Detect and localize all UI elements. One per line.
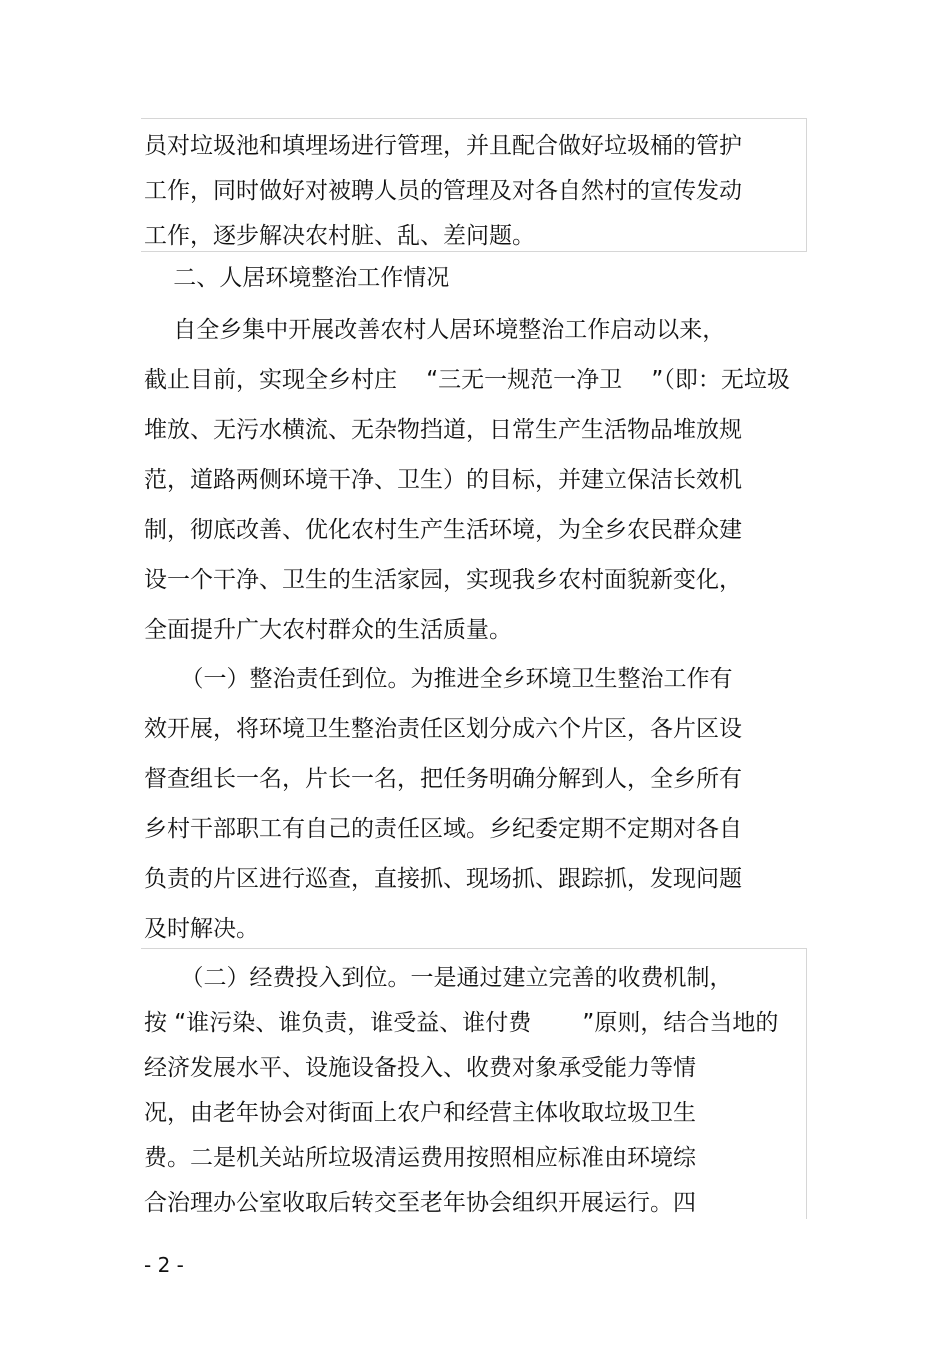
text-line: 乡村干部职工有自己的责任区域。乡纪委定期不定期对各自 <box>144 816 742 842</box>
text-line: 自全乡集中开展改善农村人居环境整治工作启动以来， <box>144 317 726 343</box>
text-line: 堆放、无污水横流、无杂物挡道，日常生产生活物品堆放规 <box>144 417 742 443</box>
text-line: 设一个干净、卫生的生活家园，实现我乡农村面貌新变化， <box>144 567 742 593</box>
text-line: 及时解决。 <box>144 916 259 942</box>
text-line: 工作，同时做好对被聘人员的管理及对各自然村的宣传发动 <box>144 178 742 204</box>
text-line: （二）经费投入到位。一是通过建立完善的收费机制， <box>144 965 733 991</box>
text-line: 负责的片区进行巡查，直接抓、现场抓、跟踪抓，发现问题 <box>144 866 742 892</box>
text-line: 员对垃圾池和填埋场进行管理，并且配合做好垃圾桶的管护 <box>144 133 742 159</box>
text-line: （一）整治责任到位。为推进全乡环境卫生整治工作有 <box>144 666 733 692</box>
text-line: 范，道路两侧环境干净、卫生）的目标，并建立保洁长效机 <box>144 467 742 493</box>
text-line: 按 “谁污染、谁负责，谁受益、谁付费 ”原则，结合当地的 <box>144 1010 779 1036</box>
text-line: 制，彻底改善、优化农村生产生活环境，为全乡农民群众建 <box>144 517 742 543</box>
text-line: 截止目前，实现全乡村庄 “三无一规范一净卫 ”（即：无垃圾 <box>144 367 790 393</box>
page-number: - 2 - <box>144 1253 184 1277</box>
text-line: 工作，逐步解决农村脏、乱、差问题。 <box>144 223 535 249</box>
text-line: 经济发展水平、设施设备投入、收费对象承受能力等情 <box>144 1055 696 1081</box>
text-line: 全面提升广大农村群众的生活质量。 <box>144 617 512 643</box>
text-line: 效开展，将环境卫生整治责任区划分成六个片区，各片区设 <box>144 716 742 742</box>
text-line: 督查组长一名，片长一名，把任务明确分解到人，全乡所有 <box>144 766 742 792</box>
text-line: 况，由老年协会对街面上农户和经营主体收取垃圾卫生 <box>144 1100 696 1126</box>
text-line: 费。二是机关站所垃圾清运费用按照相应标准由环境综 <box>144 1145 696 1171</box>
section-heading: 二、人居环境整治工作情况 <box>144 265 450 291</box>
text-line: 合治理办公室收取后转交至老年协会组织开展运行。四 <box>144 1190 696 1216</box>
